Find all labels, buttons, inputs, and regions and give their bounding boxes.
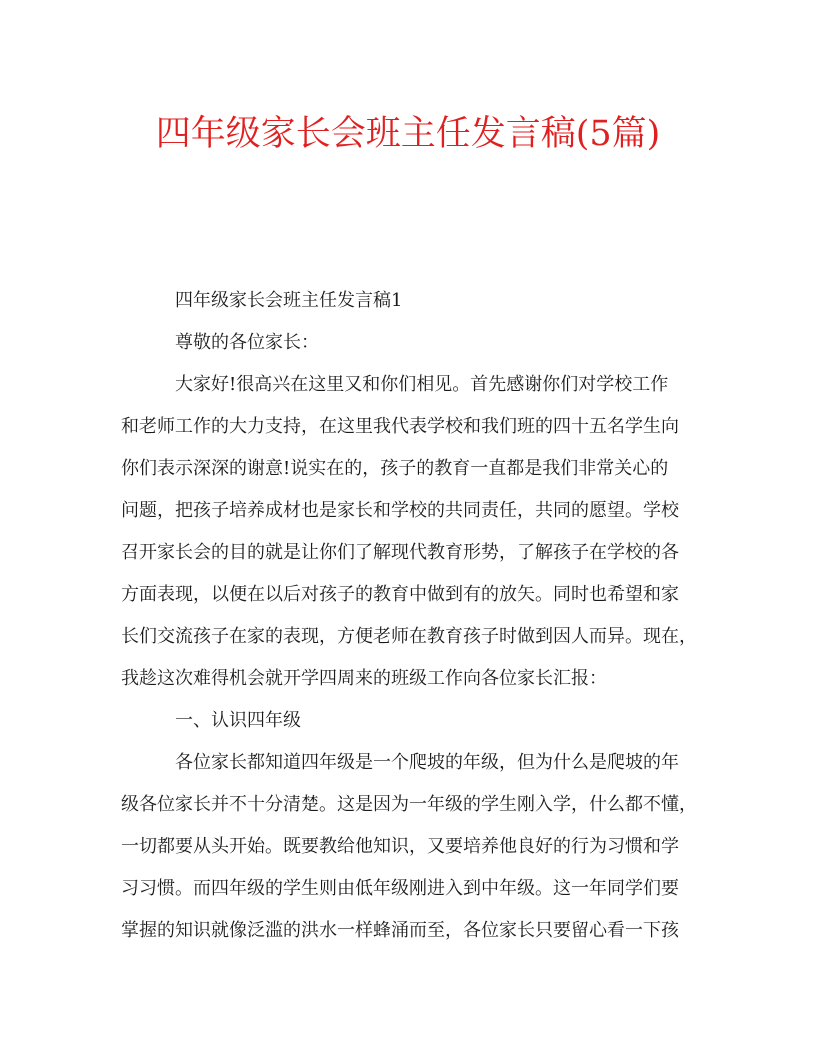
paragraph-line: 召开家长会的目的就是让你们了解现代教育形势，了解孩子在学校的各	[121, 542, 679, 563]
paragraph-line: 大家好!很高兴在这里又和你们相见。首先感谢你们对学校工作	[175, 374, 669, 395]
paragraph-line: 各位家长都知道四年级是一个爬坡的年级，但为什么是爬坡的年	[175, 752, 679, 773]
salutation: 尊敬的各位家长：	[175, 332, 319, 353]
document-body	[121, 280, 697, 952]
paragraph-line: 级各位家长并不十分清楚。这是因为一年级的学生刚入学，什么都不懂，	[121, 794, 697, 815]
paragraph-line: 掌握的知识就像泛滥的洪水一样蜂涌而至，各位家长只要留心看一下孩	[121, 920, 679, 941]
paragraph-line: 你们表示深深的谢意!说实在的，孩子的教育一直都是我们非常关心的	[121, 458, 669, 479]
paragraph-line: 一切都要从头开始。既要教给他知识，又要培养他良好的行为习惯和学	[121, 836, 679, 857]
paragraph-1	[121, 364, 697, 700]
paragraph-2	[121, 742, 697, 952]
paragraph-line: 习习惯。而四年级的学生则由低年级刚进入到中年级。这一年同学们要	[121, 878, 679, 899]
paragraph-line: 方面表现，以便在以后对孩子的教育中做到有的放矢。同时也希望和家	[121, 584, 679, 605]
document-title: 四年级家长会班主任发言稿(5篇)	[155, 114, 661, 154]
paragraph-line: 和老师工作的大力支持，在这里我代表学校和我们班的四十五名学生向	[121, 416, 679, 437]
paragraph-line: 长们交流孩子在家的表现，方便老师在教育孩子时做到因人而异。现在，	[121, 626, 697, 647]
paragraph-line: 我趁这次难得机会就开学四周来的班级工作向各位家长汇报：	[121, 668, 607, 689]
section-subtitle: 四年级家长会班主任发言稿1	[175, 290, 403, 311]
paragraph-line: 问题，把孩子培养成材也是家长和学校的共同责任，共同的愿望。学校	[121, 500, 679, 521]
section-heading: 一、认识四年级	[175, 710, 301, 731]
